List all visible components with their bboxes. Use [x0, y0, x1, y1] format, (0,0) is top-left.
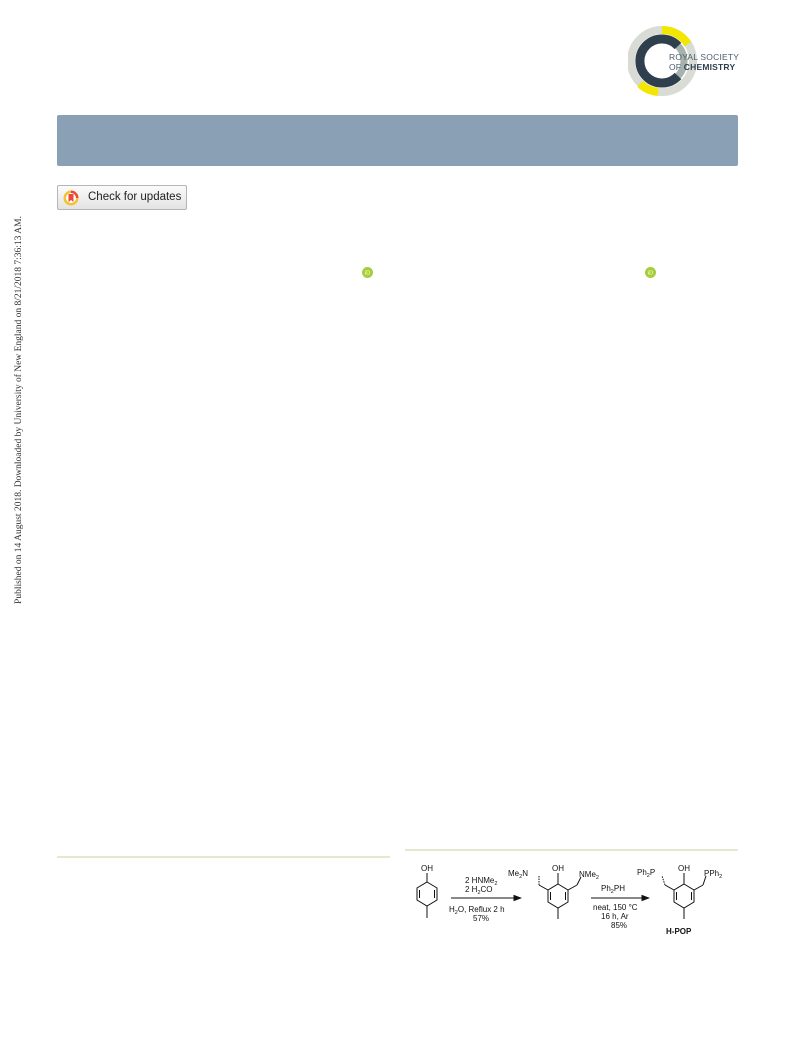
section-divider-right: [405, 849, 738, 851]
logo-line-2-prefix: OF: [669, 62, 682, 72]
product-oh-label: OH: [678, 864, 690, 873]
bis-aminomethyl-phenol-structure: [539, 873, 581, 919]
step2-condition-1: neat, 150 °C: [593, 903, 638, 912]
step1-reagent-1: 2 HNMe$_2$: [465, 876, 498, 887]
step1-condition: $H_2O$, Reflux 2 h: [449, 905, 505, 916]
synthesis-scheme: [405, 856, 738, 946]
intermediate-left-amine: $Me_2N$: [508, 869, 528, 880]
step1-reagent-2: 2 $H_2CO$: [465, 885, 493, 896]
step2-yield: 85%: [611, 921, 628, 930]
h-pop-structure: [662, 873, 706, 919]
step2-condition-2: 16 h, Ar: [601, 912, 629, 921]
publication-stamp: Published on 14 August 2018. Downloaded by University of New England on 8/21/2018 7:36:13 AM.: [14, 216, 24, 604]
product-name: H-POP: [666, 927, 692, 936]
logo-line-1: ROYAL SOCIETY: [669, 52, 740, 62]
step2-reagent: $Ph_2PH$: [601, 884, 625, 895]
orcid-icon[interactable]: [362, 267, 373, 278]
check-for-updates-label: Check for updates: [88, 191, 182, 203]
logo-line-2-bold: CHEMISTRY: [683, 62, 736, 72]
check-for-updates-button[interactable]: [57, 185, 187, 210]
journal-header-banner: [57, 115, 738, 166]
intermediate-oh-label: OH: [552, 864, 564, 873]
start-oh-label: OH: [421, 864, 433, 873]
rsc-logo-wordmark: [669, 52, 739, 72]
intermediate-right-amine: NMe$_2$: [579, 870, 599, 881]
orcid-icon[interactable]: [645, 267, 656, 278]
step1-yield: 57%: [473, 914, 490, 923]
product-left-phosphine: $Ph_2P$: [637, 868, 656, 879]
section-divider-left: [57, 856, 390, 858]
orcid-icon-text: iD: [647, 270, 654, 277]
crossmark-icon: [63, 190, 79, 206]
orcid-icon-text: iD: [364, 270, 371, 277]
p-cresol-structure: [417, 873, 437, 918]
product-right-phosphine: PPh$_2$: [704, 869, 723, 880]
